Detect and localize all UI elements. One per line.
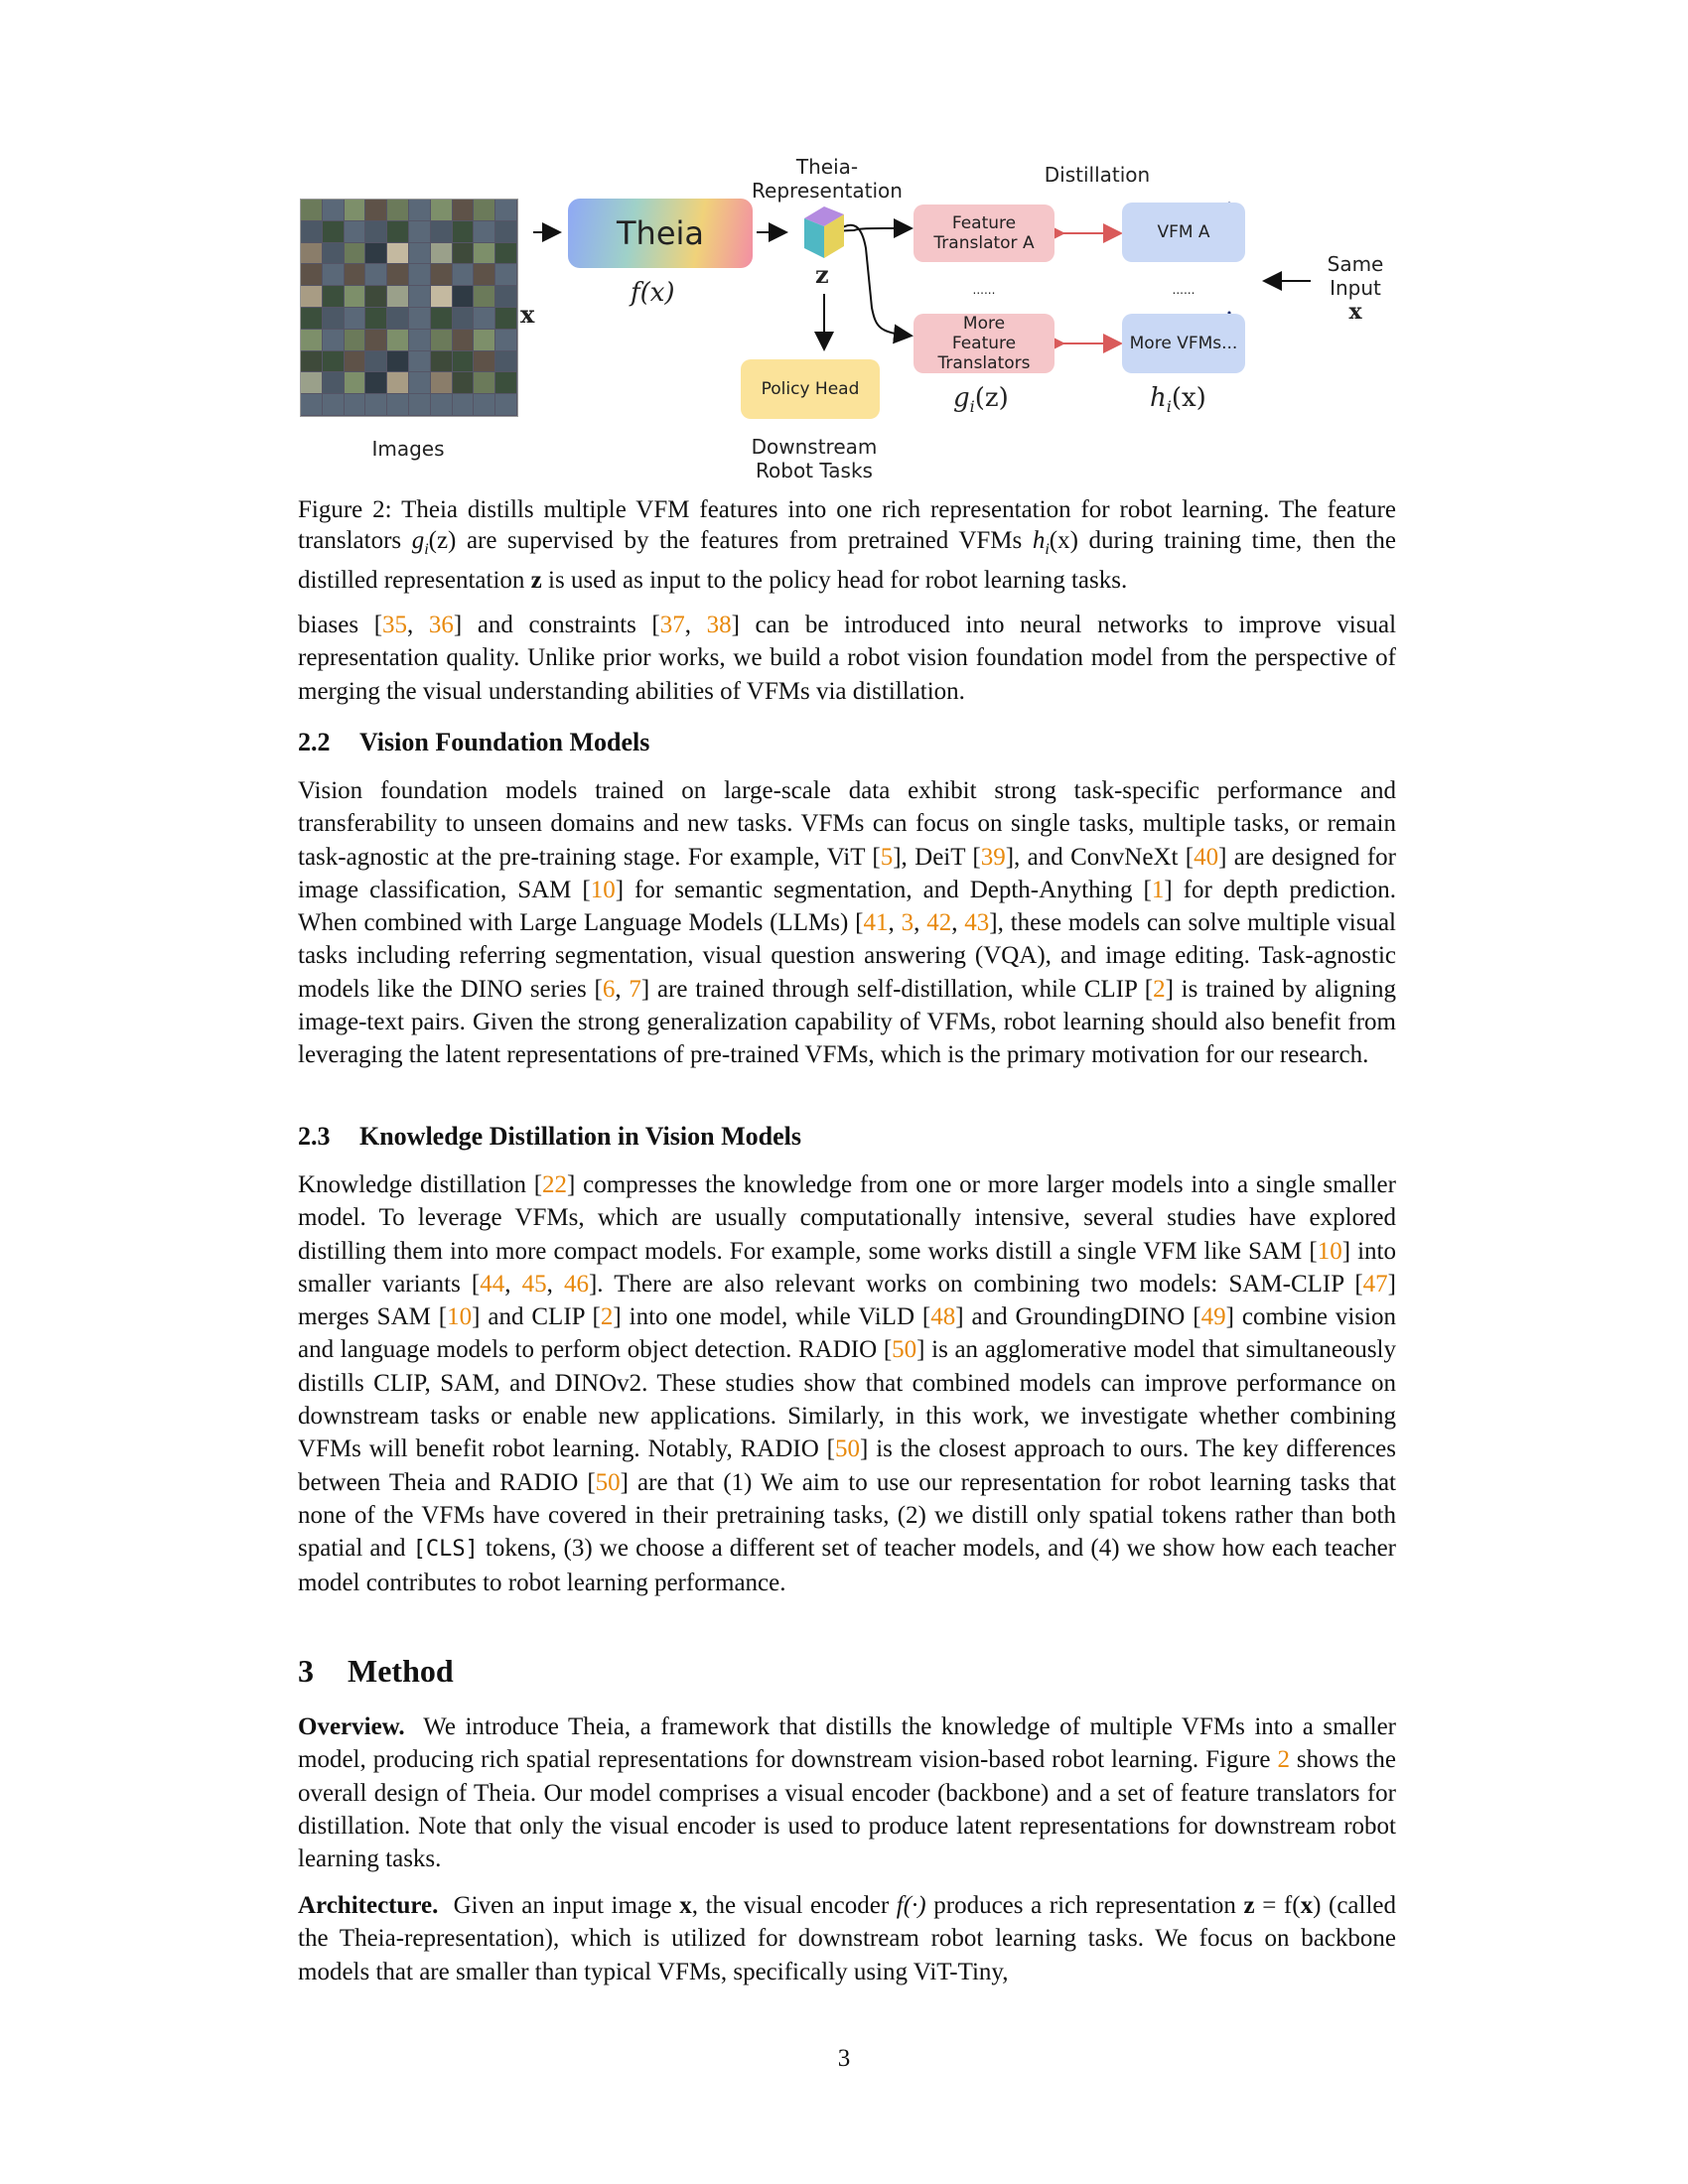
text: ], and ConvNeXt [ — [1005, 843, 1195, 871]
image-thumbnail — [323, 308, 344, 329]
paragraph-overview — [298, 1710, 1403, 1875]
image-thumbnail — [365, 264, 386, 285]
text: ] combine vision and language models to perform object detection. RADIO [ — [298, 1303, 1396, 1364]
math-x: x — [1300, 1892, 1314, 1919]
code-token: [CLS] — [412, 1537, 479, 1563]
images-label: Images — [371, 437, 445, 461]
text: ] for semantic segmentation, and Depth-Anything [ — [615, 876, 1152, 903]
image-thumbnail — [345, 243, 365, 264]
more-translators-line2: Feature — [951, 334, 1017, 353]
image-thumbnail — [453, 200, 474, 220]
g-symbol: g — [953, 383, 970, 413]
image-thumbnail — [409, 264, 430, 285]
citation-link[interactable]: 48 — [930, 1303, 956, 1331]
image-thumbnail — [323, 351, 344, 372]
text: Vision foundation models trained on large-scale data exhibit strong task-specific performance and transferability to unseen domains and new tasks. VFMs can focus on single tasks, multiple tasks, or remain task-agnostic at the pre-training stage. For example, ViT [ — [298, 777, 1396, 871]
image-thumbnail — [323, 286, 344, 307]
image-thumbnail — [365, 221, 386, 242]
image-thumbnail — [431, 394, 452, 415]
citation-link[interactable]: 6 — [602, 975, 616, 1003]
image-thumbnail — [345, 264, 365, 285]
math-z: z — [1243, 1892, 1255, 1919]
image-thumbnail — [365, 286, 386, 307]
image-thumbnail — [323, 330, 344, 350]
text: ] can be introduced into neural networks to improve visual representation quality. Unlike prior works, we build a robot vision foundation model from the perspective of merging the visual understanding abilities of VFMs via distillation. — [298, 612, 1397, 705]
more-translators-box — [914, 314, 1055, 373]
image-thumbnail — [365, 308, 386, 329]
text: shows the overall design of Theia. Our model comprises a visual encoder (backbone) and a set of feature translators for distillation. Note that only the visual encoder is used to produce latent representations for downstream robot learning tasks. — [298, 1746, 1396, 1873]
citation-link[interactable]: 1 — [1151, 876, 1165, 903]
image-thumbnail — [387, 221, 408, 242]
text: ], these models can solve multiple visual tasks including referring segmentation, visual question answering (VQA), and image editing. Task-agnostic models like the DINO series [ — [298, 909, 1396, 1003]
downstream-line1: Downstream — [751, 435, 878, 459]
image-thumbnail — [301, 264, 322, 285]
text: , — [615, 975, 630, 1003]
arrow-z-to-translator-a — [836, 228, 910, 231]
citation-link[interactable]: 36 — [428, 612, 454, 638]
citation-link[interactable]: 10 — [590, 876, 616, 903]
text: ) (called the Theia-representation), which is utilized for downstream robot learning tasks. We focus on backbone models that are smaller than typical VFMs, specifically using ViT-Tiny, — [298, 1892, 1397, 1985]
input-x: x — [520, 300, 535, 329]
more-translators-line1: More — [962, 314, 1006, 334]
text: ] compresses the knowledge from one or more larger models into a single smaller model. To leverage VFMs, which are usually computationally intensive, several studies have explored distilling them into more compact models. For example, some works distill a single VFM like SAM [ — [298, 1171, 1396, 1265]
text: biases [ — [298, 612, 383, 638]
image-thumbnail — [301, 308, 322, 329]
same-input-x: x — [1348, 299, 1362, 325]
text: ] and GroundingDINO [ — [955, 1303, 1201, 1331]
image-thumbnail — [387, 286, 408, 307]
encoder-fx: f(x) — [631, 278, 675, 308]
image-thumbnail — [345, 351, 365, 372]
text: ] and constraints [ — [453, 612, 660, 638]
image-thumbnail — [387, 351, 408, 372]
more-vfms-box: More VFMs... — [1122, 314, 1245, 373]
image-thumbnail — [387, 394, 408, 415]
citation-link[interactable]: 44 — [480, 1270, 505, 1297]
math-f: f(·) — [896, 1892, 926, 1919]
h-subscript: i — [1166, 397, 1172, 417]
runin-heading: Overview. — [298, 1713, 405, 1740]
image-thumbnail — [365, 351, 386, 372]
image-thumbnail — [495, 243, 516, 264]
image-thumbnail — [474, 221, 494, 242]
text: ] is the closest approach to ours. The key differences between Theia and RADIO [ — [298, 1435, 1396, 1496]
image-thumbnail — [301, 330, 322, 350]
image-thumbnail — [409, 394, 430, 415]
image-grid — [300, 199, 518, 417]
image-thumbnail — [453, 351, 474, 372]
policy-head-box: Policy Head — [741, 359, 880, 419]
feature-translator-line1: Feature — [951, 213, 1017, 233]
citation-link[interactable]: 3 — [901, 909, 914, 937]
image-thumbnail — [474, 286, 494, 307]
image-thumbnail — [323, 200, 344, 220]
citation-link[interactable]: 35 — [382, 612, 408, 638]
text: ] is an agglomerative model that simultaneously distills CLIP, SAM, and DINOv2. These studies show that combined models can improve performance on downstream tasks or enable new applications. Similarly, in this work, we investigate whether combining VFMs will benefit robot learning. Notably, RADIO [ — [298, 1336, 1396, 1463]
figure-caption — [298, 494, 1396, 596]
ellipsis-left: ...... — [972, 283, 996, 297]
image-thumbnail — [495, 200, 516, 220]
citation-link[interactable]: 50 — [892, 1336, 917, 1364]
image-thumbnail — [323, 372, 344, 393]
image-thumbnail — [453, 264, 474, 285]
image-thumbnail — [495, 394, 516, 415]
vfm-a-box: VFM A — [1122, 203, 1245, 262]
text: tokens, (3) we choose a different set of teacher models, and (4) we show how each teacher model contributes to robot learning performance. — [298, 1535, 1396, 1596]
text: ] and CLIP [ — [472, 1303, 601, 1331]
caption-g: g — [411, 527, 425, 554]
text: We introduce Theia, a framework that distills the knowledge of multiple VFMs into a smaller model, producing rich spatial representations for downstream vision-based robot learning. Figure — [298, 1713, 1403, 1774]
image-thumbnail — [345, 200, 365, 220]
arrow-z-to-more-translators — [836, 225, 910, 336]
image-thumbnail — [387, 330, 408, 350]
hi-x-label — [1150, 383, 1206, 416]
caption-z: z — [530, 567, 542, 594]
section-number: 2.3 — [298, 1122, 331, 1151]
image-thumbnail — [301, 394, 322, 415]
z-var: z — [815, 260, 829, 289]
image-thumbnail — [495, 264, 516, 285]
same-input-line1: Same — [1327, 252, 1384, 276]
text: produces a rich representation — [925, 1892, 1244, 1919]
distillation-label: Distillation — [1044, 163, 1151, 187]
image-thumbnail — [453, 243, 474, 264]
citation-link[interactable]: 38 — [706, 612, 732, 638]
theia-encoder-box: Theia — [568, 199, 753, 268]
image-thumbnail — [409, 351, 430, 372]
citation-link[interactable]: 39 — [980, 843, 1006, 871]
citation-link[interactable]: 46 — [563, 1270, 589, 1297]
image-thumbnail — [495, 308, 516, 329]
citation-link[interactable]: 2 — [1153, 975, 1166, 1003]
g-argument: (z) — [974, 383, 1009, 413]
image-thumbnail — [431, 243, 452, 264]
image-thumbnail — [323, 264, 344, 285]
paragraph-2-3 — [298, 1168, 1396, 1599]
image-thumbnail — [365, 330, 386, 350]
image-thumbnail — [495, 330, 516, 350]
image-thumbnail — [345, 330, 365, 350]
section-3-heading — [298, 1653, 454, 1690]
citation-link[interactable]: 50 — [595, 1468, 621, 1496]
citation-link[interactable]: 42 — [926, 909, 952, 937]
section-number: 3 — [298, 1653, 314, 1689]
image-thumbnail — [453, 286, 474, 307]
text: , — [504, 1270, 522, 1297]
image-thumbnail — [301, 351, 322, 372]
repr-label-line2: Representation — [752, 179, 903, 203]
image-thumbnail — [345, 372, 365, 393]
text: , the visual encoder — [691, 1892, 897, 1919]
image-thumbnail — [431, 330, 452, 350]
image-thumbnail — [345, 394, 365, 415]
section-number: 2.2 — [298, 728, 331, 756]
image-thumbnail — [474, 330, 494, 350]
citation-link[interactable]: 49 — [1200, 1303, 1226, 1331]
image-thumbnail — [431, 372, 452, 393]
math-eq: = f( — [1254, 1892, 1301, 1919]
text: ] are that (1) We aim to use our representation for robot learning tasks that none of the VFMs have covered in their pretraining tasks, (2) we distill only spatial tokens rather than both spatial and — [298, 1468, 1396, 1563]
text: , — [951, 909, 965, 937]
image-thumbnail — [431, 221, 452, 242]
image-thumbnail — [323, 394, 344, 415]
feature-translator-a-box — [914, 205, 1055, 262]
image-thumbnail — [387, 264, 408, 285]
caption-g-sub: i — [424, 541, 429, 558]
figure-2 — [298, 149, 1400, 486]
citation-link[interactable]: 2 — [600, 1303, 614, 1331]
image-thumbnail — [323, 243, 344, 264]
section-2-3-heading — [298, 1122, 801, 1152]
citation-link[interactable]: 22 — [542, 1171, 568, 1198]
image-thumbnail — [474, 308, 494, 329]
h-symbol: h — [1150, 383, 1167, 413]
image-thumbnail — [365, 394, 386, 415]
caption-h: h — [1032, 527, 1046, 554]
caption-g-arg: (z) — [428, 527, 457, 554]
image-thumbnail — [409, 200, 430, 220]
image-thumbnail — [365, 200, 386, 220]
image-thumbnail — [301, 372, 322, 393]
math-x: x — [679, 1892, 692, 1919]
image-thumbnail — [301, 221, 322, 242]
text: ] merges SAM [ — [298, 1270, 1396, 1331]
image-thumbnail — [365, 372, 386, 393]
image-thumbnail — [345, 308, 365, 329]
ellipsis-right: ...... — [1172, 283, 1196, 297]
text: ], DeiT [ — [893, 843, 981, 871]
text: , — [914, 909, 927, 937]
citation-link[interactable]: 45 — [521, 1270, 547, 1297]
citation-link[interactable]: 10 — [447, 1303, 473, 1331]
downstream-label — [735, 435, 894, 482]
image-thumbnail — [409, 308, 430, 329]
caption-h-sub: i — [1045, 541, 1050, 558]
image-thumbnail — [409, 221, 430, 242]
text: ] is trained by aligning image-text pairs. Given the strong generalization capability of VFMs, robot learning should also benefit from leveraging the latent representations of pre-trained VFMs, which is the primary motivation for our research. — [298, 975, 1397, 1069]
caption-text-4: is used as input to the policy head for robot learning tasks. — [541, 567, 1128, 594]
paragraph-2-2 — [298, 774, 1396, 1072]
text: , — [546, 1270, 564, 1297]
image-thumbnail — [474, 264, 494, 285]
image-thumbnail — [301, 243, 322, 264]
image-thumbnail — [453, 330, 474, 350]
citation-link[interactable]: 5 — [880, 843, 894, 871]
caption-text-3: during training time, then the distilled representation — [298, 527, 1396, 594]
image-thumbnail — [323, 221, 344, 242]
image-thumbnail — [474, 200, 494, 220]
text: ] for depth prediction. When combined with Large Language Models (LLMs) [ — [298, 876, 1397, 937]
image-thumbnail — [387, 308, 408, 329]
image-thumbnail — [365, 243, 386, 264]
h-argument: (x) — [1171, 383, 1206, 413]
citation-link[interactable]: 50 — [835, 1435, 860, 1463]
more-translators-line3: Translators — [937, 353, 1031, 373]
image-thumbnail — [474, 372, 494, 393]
text: ] are designed for image classification, SAM [ — [298, 843, 1396, 903]
caption-text-1: Figure 2: Theia distills multiple VFM features into one rich representation for robot learning. The feature translators — [298, 496, 1396, 554]
repr-label — [743, 155, 912, 203]
image-thumbnail — [409, 330, 430, 350]
image-thumbnail — [431, 308, 452, 329]
image-thumbnail — [409, 243, 430, 264]
text: ] into one model, while ViLD [ — [613, 1303, 931, 1331]
text: , — [888, 909, 902, 937]
section-2-2-heading — [298, 728, 649, 757]
citation-link[interactable]: 47 — [1362, 1270, 1388, 1297]
text: ]. There are also relevant works on combining two models: SAM-CLIP [ — [588, 1270, 1363, 1297]
section-title: Method — [348, 1653, 454, 1689]
paragraph-intro — [298, 609, 1396, 708]
paragraph-architecture — [298, 1889, 1396, 1988]
page-number: 3 — [837, 2045, 851, 2072]
caption-h-arg: (x) — [1049, 527, 1078, 554]
text: ] into smaller variants [ — [298, 1237, 1397, 1297]
image-thumbnail — [453, 221, 474, 242]
image-thumbnail — [387, 200, 408, 220]
image-thumbnail — [495, 286, 516, 307]
downstream-line2: Robot Tasks — [756, 459, 873, 482]
image-thumbnail — [301, 286, 322, 307]
text: , — [684, 612, 707, 638]
section-title: Knowledge Distillation in Vision Models — [359, 1122, 801, 1151]
repr-label-line1: Theia- — [795, 155, 859, 179]
cube-icon — [804, 206, 844, 258]
same-input-label — [1316, 252, 1395, 324]
g-subscript: i — [969, 397, 975, 417]
feature-translator-line2: Translator A — [933, 233, 1035, 253]
text: Given an input image — [438, 1892, 680, 1919]
image-thumbnail — [495, 221, 516, 242]
image-thumbnail — [409, 372, 430, 393]
image-thumbnail — [345, 286, 365, 307]
image-thumbnail — [495, 372, 516, 393]
text: , — [407, 612, 429, 638]
image-thumbnail — [453, 308, 474, 329]
section-title: Vision Foundation Models — [359, 728, 650, 756]
image-thumbnail — [345, 221, 365, 242]
citation-link[interactable]: 40 — [1194, 843, 1219, 871]
runin-heading: Architecture. — [298, 1892, 439, 1919]
text: Knowledge distillation [ — [298, 1171, 543, 1198]
image-thumbnail — [431, 286, 452, 307]
image-thumbnail — [474, 394, 494, 415]
image-thumbnail — [453, 372, 474, 393]
text: ] are trained through self-distillation, while CLIP [ — [640, 975, 1154, 1003]
image-thumbnail — [431, 351, 452, 372]
image-thumbnail — [453, 394, 474, 415]
gi-z-label — [953, 383, 1009, 416]
image-thumbnail — [301, 200, 322, 220]
citation-link[interactable]: 41 — [863, 909, 889, 937]
image-thumbnail — [431, 200, 452, 220]
citation-link[interactable]: 37 — [659, 612, 685, 638]
figure-ref-link[interactable]: 2 — [1277, 1746, 1290, 1774]
image-thumbnail — [495, 351, 516, 372]
citation-link[interactable]: 10 — [1317, 1237, 1342, 1265]
citation-link[interactable]: 43 — [964, 909, 990, 937]
image-thumbnail — [474, 351, 494, 372]
image-thumbnail — [474, 243, 494, 264]
same-input-line2: Input — [1330, 276, 1381, 300]
image-thumbnail — [387, 243, 408, 264]
image-thumbnail — [387, 372, 408, 393]
image-thumbnail — [431, 264, 452, 285]
image-thumbnail — [409, 286, 430, 307]
citation-link[interactable]: 7 — [629, 975, 641, 1003]
caption-text-2: are supervised by the features from pretrained VFMs — [456, 527, 1033, 554]
